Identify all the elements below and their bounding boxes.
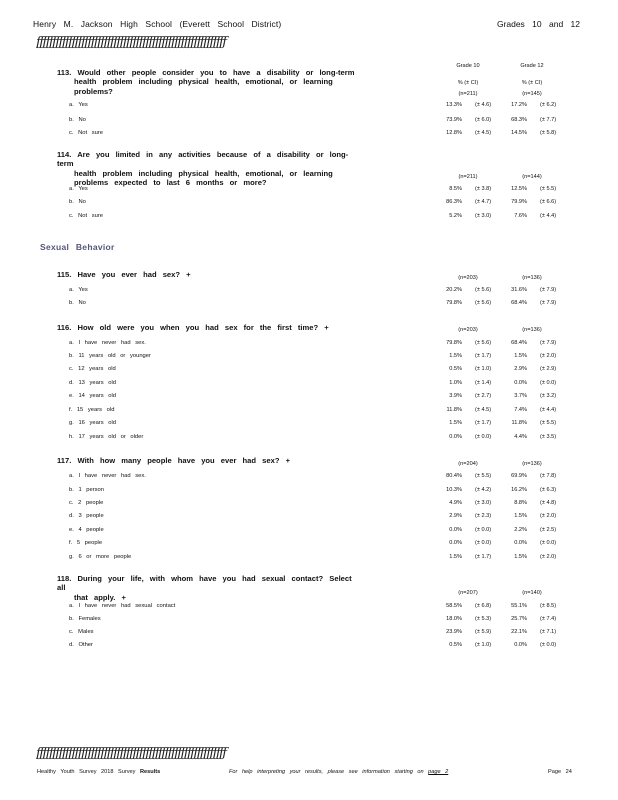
grade12-percent: 2.9% bbox=[514, 366, 527, 372]
question-title bbox=[57, 456, 357, 465]
grade10-percent: 86.3% bbox=[446, 199, 462, 205]
grade10-ci: (± 4.5) bbox=[475, 130, 492, 136]
option-label: d. 3 people bbox=[69, 513, 104, 519]
grade12-ci: (± 0.0) bbox=[540, 642, 557, 648]
grade12-ci: (± 2.9) bbox=[540, 366, 557, 372]
grades-header: Grades 10 and 12 bbox=[496, 19, 580, 29]
grade12-percent: 31.6% bbox=[511, 287, 527, 293]
question-title-line: 118. During your life, with whom have you had sexual contact? Select all bbox=[57, 574, 352, 593]
grade10-ci: (± 2.3) bbox=[475, 513, 492, 519]
question-title bbox=[57, 270, 357, 279]
option-label: a. I have never had sexual contact bbox=[69, 603, 176, 609]
n-grade10: (n=204) bbox=[458, 461, 478, 467]
grade12-ci: (± 4.4) bbox=[540, 213, 557, 219]
footer-page-label: Page bbox=[548, 769, 562, 775]
grade12-percent: 3.7% bbox=[514, 393, 527, 399]
option-label: b. 1 person bbox=[69, 487, 105, 493]
n-grade12: (n=136) bbox=[522, 275, 542, 281]
grade12-ci: (± 5.5) bbox=[540, 186, 557, 192]
grade12-percent: 55.1% bbox=[511, 603, 527, 609]
grade10-percent: 3.9% bbox=[449, 393, 462, 399]
grade12-percent: 0.0% bbox=[514, 380, 527, 386]
grade10-ci: (± 5.6) bbox=[475, 287, 492, 293]
grade12-heading: Grade 12 bbox=[520, 63, 544, 69]
grade12-percent: 1.5% bbox=[514, 513, 527, 519]
question-title-line: problems? bbox=[74, 86, 113, 96]
grade10-percent: 79.8% bbox=[446, 340, 462, 346]
grade10-ci: (± 1.7) bbox=[475, 420, 492, 426]
footer-help bbox=[229, 769, 448, 775]
grade10-ci: (± 1.0) bbox=[475, 366, 492, 372]
option-label: b. Females bbox=[69, 616, 101, 622]
grade12-percent: 2.2% bbox=[514, 527, 527, 533]
option-label: g. 16 years old bbox=[69, 420, 117, 426]
grade10-ci: (± 0.0) bbox=[475, 527, 492, 533]
option-label: c. Not sure bbox=[69, 213, 104, 219]
school-header: Henry M. Jackson High School (Everett School District) bbox=[33, 19, 282, 29]
option-label: a. Yes bbox=[69, 186, 88, 192]
option-label: c. Not sure bbox=[69, 130, 104, 136]
n-grade10: (n=203) bbox=[458, 327, 478, 333]
grade10-ci: (± 0.0) bbox=[475, 434, 492, 440]
question-title-line: 115. Have you ever had sex? + bbox=[57, 270, 191, 279]
footer-help-text: For help interpreting your results, please see information starting on bbox=[229, 769, 424, 775]
grade10-ci: (± 3.0) bbox=[475, 500, 492, 506]
option-label: c. 12 years old bbox=[69, 366, 116, 372]
grade12-ci: (± 7.8) bbox=[540, 473, 557, 479]
option-label: a. Yes bbox=[69, 287, 88, 293]
grade10-ci: (± 4.2) bbox=[475, 487, 492, 493]
question-title-line: 116. How old were you when you had sex for the first time? + bbox=[57, 323, 329, 332]
grade10-percent: 13.3% bbox=[446, 102, 462, 108]
grade12-ci: (± 0.0) bbox=[540, 540, 557, 546]
grade12-percent: 1.5% bbox=[514, 353, 527, 359]
option-label: f. 15 years old bbox=[69, 407, 115, 413]
grade12-percent: 1.5% bbox=[514, 554, 527, 560]
grade12-percent: 8.8% bbox=[514, 500, 527, 506]
grade12-percent: 12.5% bbox=[511, 186, 527, 192]
n-grade12: (n=144) bbox=[522, 174, 542, 180]
question-title-line: 114. Are you limited in any activities because of a disability or long-term bbox=[57, 150, 349, 169]
question-title-line: 117. With how many people have you ever had sex? + bbox=[57, 456, 291, 465]
grade10-percent: 8.5% bbox=[449, 186, 462, 192]
grade10-ci: (± 6.0) bbox=[475, 117, 492, 123]
grade10-percent: 11.8% bbox=[446, 407, 462, 413]
n-grade12: (n=145) bbox=[522, 91, 542, 97]
grade12-ci: (± 2.0) bbox=[540, 554, 557, 560]
question-title bbox=[57, 150, 357, 187]
question-title-line: 113. Would other people consider you to have a disability or long-term bbox=[57, 68, 355, 77]
n-grade12: (n=136) bbox=[522, 327, 542, 333]
option-label: c. Males bbox=[69, 629, 94, 635]
bottom-rule: ƒƒƒƒƒƒƒƒƒƒƒƒƒƒƒƒƒƒƒƒƒƒƒƒƒƒƒƒƒƒƒƒƒƒƒƒƒƒƒƒƒƒƒƒƒƒƒƒƒƒƒƒƒƒƒƒƒƒƒ bbox=[36, 747, 226, 760]
section-title: Sexual Behavior bbox=[40, 242, 115, 252]
grade10-ci: (± 5.9) bbox=[475, 629, 492, 635]
grade10-percent: 10.3% bbox=[446, 487, 462, 493]
grade10-ci: (± 1.0) bbox=[475, 642, 492, 648]
grade10-unit: % (± CI) bbox=[457, 80, 479, 86]
grade10-ci: (± 1.7) bbox=[475, 554, 492, 560]
grade12-ci: (± 3.5) bbox=[540, 434, 557, 440]
option-label: b. 11 years old or younger bbox=[69, 353, 151, 359]
grade10-ci: (± 4.5) bbox=[475, 407, 492, 413]
footer-survey: Healthy Youth Survey 2018 Survey bbox=[37, 769, 136, 775]
n-grade10: (n=207) bbox=[458, 590, 478, 596]
grade12-ci: (± 2.0) bbox=[540, 513, 557, 519]
n-grade10: (n=211) bbox=[458, 174, 478, 180]
grade10-percent: 0.0% bbox=[449, 527, 462, 533]
option-label: b. No bbox=[69, 300, 86, 306]
option-label: e. 4 people bbox=[69, 527, 104, 533]
grade10-ci: (± 0.0) bbox=[475, 540, 492, 546]
grade10-percent: 23.9% bbox=[446, 629, 462, 635]
grade10-percent: 79.8% bbox=[446, 300, 462, 306]
grade12-unit: % (± CI) bbox=[521, 80, 543, 86]
grade10-percent: 0.0% bbox=[449, 434, 462, 440]
grade10-ci: (± 3.0) bbox=[475, 213, 492, 219]
footer-page-link[interactable]: page 2 bbox=[428, 769, 449, 775]
grade10-percent: 5.2% bbox=[449, 213, 462, 219]
question-title-line: that apply. + bbox=[74, 592, 126, 602]
footer-results: Results bbox=[140, 769, 161, 775]
grade10-ci: (± 5.5) bbox=[475, 473, 492, 479]
grade10-ci: (± 5.3) bbox=[475, 616, 492, 622]
grade12-ci: (± 7.1) bbox=[540, 629, 557, 635]
grade10-ci: (± 5.6) bbox=[475, 300, 492, 306]
grade12-percent: 25.7% bbox=[511, 616, 527, 622]
grade12-ci: (± 7.9) bbox=[540, 300, 557, 306]
question-title bbox=[57, 574, 357, 602]
n-grade12: (n=136) bbox=[522, 461, 542, 467]
grade12-ci: (± 6.3) bbox=[540, 487, 557, 493]
grade12-percent: 7.4% bbox=[514, 407, 527, 413]
grade10-percent: 2.9% bbox=[449, 513, 462, 519]
n-grade10: (n=211) bbox=[458, 91, 478, 97]
grade10-ci: (± 3.8) bbox=[475, 186, 492, 192]
grade10-percent: 18.0% bbox=[446, 616, 462, 622]
grade10-percent: 1.5% bbox=[449, 420, 462, 426]
grade12-percent: 7.6% bbox=[514, 213, 527, 219]
option-label: b. No bbox=[69, 199, 86, 205]
grade10-percent: 0.5% bbox=[449, 642, 462, 648]
grade10-percent: 1.0% bbox=[449, 380, 462, 386]
grade12-percent: 68.3% bbox=[511, 117, 527, 123]
grade12-ci: (± 4.8) bbox=[540, 500, 557, 506]
grade12-percent: 0.0% bbox=[514, 642, 527, 648]
grade12-ci: (± 7.4) bbox=[540, 616, 557, 622]
grade12-percent: 79.9% bbox=[511, 199, 527, 205]
grade12-percent: 0.0% bbox=[514, 540, 527, 546]
footer-left bbox=[37, 769, 160, 775]
footer-page-number: 24 bbox=[565, 769, 572, 775]
option-label: d. Other bbox=[69, 642, 93, 648]
question-title-line: health problem including physical health, emotional, or learning bbox=[74, 168, 333, 178]
grade12-percent: 4.4% bbox=[514, 434, 527, 440]
grade10-percent: 20.2% bbox=[446, 287, 462, 293]
option-label: a. I have never had sex. bbox=[69, 340, 146, 346]
grade12-ci: (± 3.2) bbox=[540, 393, 557, 399]
grade10-ci: (± 2.7) bbox=[475, 393, 492, 399]
grade10-percent: 12.8% bbox=[446, 130, 462, 136]
grade12-ci: (± 6.2) bbox=[540, 102, 557, 108]
question-title-line: health problem including physical health, emotional, or learning bbox=[74, 77, 333, 87]
question-title bbox=[57, 323, 357, 332]
question-title bbox=[57, 68, 357, 96]
grade10-percent: 80.4% bbox=[446, 473, 462, 479]
grade12-percent: 14.5% bbox=[511, 130, 527, 136]
grade12-ci: (± 5.5) bbox=[540, 420, 557, 426]
grade12-ci: (± 7.7) bbox=[540, 117, 557, 123]
n-grade10: (n=203) bbox=[458, 275, 478, 281]
option-label: a. Yes bbox=[69, 102, 88, 108]
grade12-ci: (± 0.0) bbox=[540, 380, 557, 386]
option-label: b. No bbox=[69, 117, 86, 123]
option-label: f. 5 people bbox=[69, 540, 103, 546]
grade10-heading: Grade 10 bbox=[456, 63, 480, 69]
option-label: g. 6 or more people bbox=[69, 554, 132, 560]
option-label: a. I have never had sex. bbox=[69, 473, 146, 479]
grade10-percent: 1.5% bbox=[449, 554, 462, 560]
grade12-percent: 16.2% bbox=[511, 487, 527, 493]
grade12-ci: (± 7.9) bbox=[540, 340, 557, 346]
grade12-percent: 68.4% bbox=[511, 300, 527, 306]
grade10-ci: (± 5.6) bbox=[475, 340, 492, 346]
grade12-ci: (± 2.5) bbox=[540, 527, 557, 533]
option-label: e. 14 years old bbox=[69, 393, 117, 399]
grade10-ci: (± 6.8) bbox=[475, 603, 492, 609]
grade12-ci: (± 6.6) bbox=[540, 199, 557, 205]
grade12-percent: 68.4% bbox=[511, 340, 527, 346]
grade10-ci: (± 1.4) bbox=[475, 380, 492, 386]
grade12-percent: 22.1% bbox=[511, 629, 527, 635]
grade12-percent: 11.8% bbox=[511, 420, 527, 426]
grade10-percent: 58.5% bbox=[446, 603, 462, 609]
grade12-ci: (± 4.4) bbox=[540, 407, 557, 413]
grade10-percent: 73.9% bbox=[446, 117, 462, 123]
option-label: d. 13 years old bbox=[69, 380, 117, 386]
top-rule: ƒƒƒƒƒƒƒƒƒƒƒƒƒƒƒƒƒƒƒƒƒƒƒƒƒƒƒƒƒƒƒƒƒƒƒƒƒƒƒƒƒƒƒƒƒƒƒƒƒƒƒƒƒƒƒƒƒƒƒ bbox=[36, 36, 226, 49]
grade12-percent: 17.2% bbox=[511, 102, 527, 108]
grade12-ci: (± 5.8) bbox=[540, 130, 557, 136]
grade12-ci: (± 7.9) bbox=[540, 287, 557, 293]
grade12-ci: (± 2.0) bbox=[540, 353, 557, 359]
option-label: h. 17 years old or older bbox=[69, 434, 144, 440]
grade10-percent: 4.9% bbox=[449, 500, 462, 506]
grade12-percent: 69.9% bbox=[511, 473, 527, 479]
grade10-percent: 0.0% bbox=[449, 540, 462, 546]
grade10-ci: (± 4.6) bbox=[475, 102, 492, 108]
question-title-line: problems expected to last 6 months or more? bbox=[74, 177, 267, 187]
grade10-percent: 1.5% bbox=[449, 353, 462, 359]
footer-page bbox=[548, 769, 572, 775]
option-label: c. 2 people bbox=[69, 500, 104, 506]
n-grade12: (n=140) bbox=[522, 590, 542, 596]
grade10-ci: (± 1.7) bbox=[475, 353, 492, 359]
grade12-ci: (± 8.5) bbox=[540, 603, 557, 609]
grade10-percent: 0.5% bbox=[449, 366, 462, 372]
grade10-ci: (± 4.7) bbox=[475, 199, 492, 205]
